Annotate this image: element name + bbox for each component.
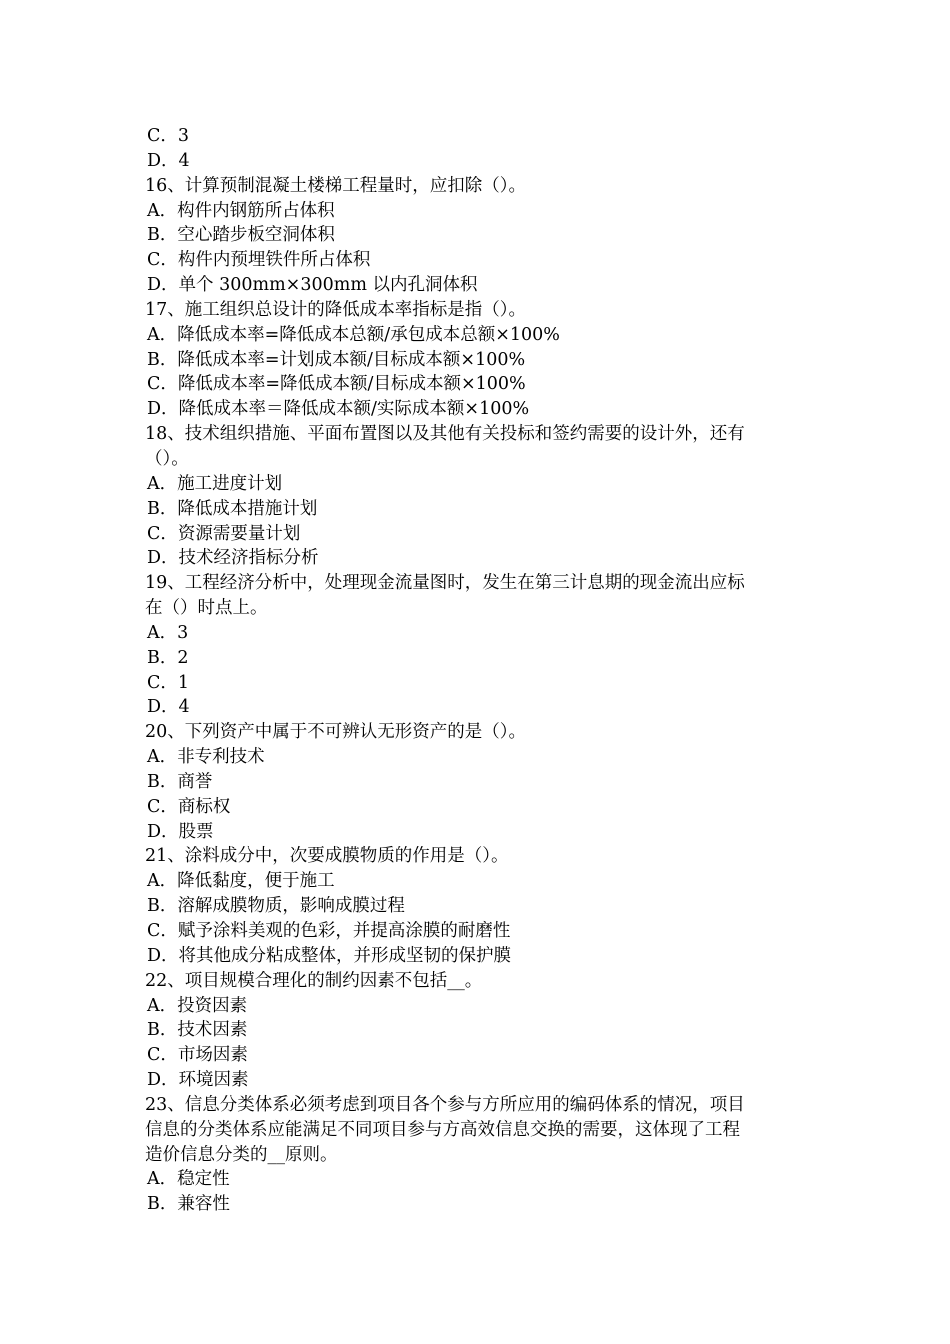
question-23: 23、信息分类体系必须考虑到项目各个参与方所应用的编码体系的情况，项目 bbox=[145, 1094, 745, 1115]
answer-option: D．股票 bbox=[147, 821, 214, 842]
answer-option: C．赋予涂料美观的色彩，并提高涂膜的耐磨性 bbox=[147, 921, 511, 941]
answer-option: A．施工进度计划 bbox=[147, 473, 283, 494]
answer-option: B．商誉 bbox=[147, 771, 213, 792]
question-16: 16、计算预制混凝土楼梯工程量时，应扣除（）。 bbox=[145, 175, 527, 196]
answer-option: A．非专利技术 bbox=[147, 747, 265, 768]
question-23-continued: 信息的分类体系应能满足不同项目参与方高效信息交换的需要，这体现了工程 bbox=[145, 1119, 740, 1140]
question-22: 22、项目规模合理化的制约因素不包括__。 bbox=[145, 970, 483, 991]
answer-option: C．构件内预埋铁件所占体积 bbox=[147, 250, 371, 271]
answer-option: A．稳定性 bbox=[147, 1169, 230, 1190]
question-21: 21、涂料成分中，次要成膜物质的作用是（）。 bbox=[145, 846, 509, 867]
answer-option: D．4 bbox=[147, 697, 190, 718]
answer-option: D．降低成本率＝降低成本额/实际成本额×100% bbox=[147, 399, 530, 420]
answer-option: D．4 bbox=[147, 150, 190, 171]
answer-option: C．商标权 bbox=[147, 796, 231, 817]
answer-option: C．1 bbox=[147, 672, 190, 693]
answer-option: A．投资因素 bbox=[147, 995, 248, 1016]
answer-option: D．单个 300mm×300mm 以内孔洞体积 bbox=[147, 275, 478, 296]
answer-option: A．构件内钢筋所占体积 bbox=[147, 200, 335, 221]
document-body bbox=[145, 124, 813, 1217]
answer-option: C．资源需要量计划 bbox=[147, 523, 301, 544]
answer-option: C．市场因素 bbox=[147, 1045, 248, 1066]
question-18-continued: （）。 bbox=[145, 448, 189, 469]
question-20: 20、下列资产中属于不可辨认无形资产的是（）。 bbox=[145, 722, 527, 743]
answer-option: B．兼容性 bbox=[147, 1194, 230, 1215]
answer-option: A．3 bbox=[147, 622, 189, 643]
question-18: 18、技术组织措施、平面布置图以及其他有关投标和签约需要的设计外，还有 bbox=[145, 424, 745, 445]
question-19: 19、工程经济分析中，处理现金流量图时，发生在第三计息期的现金流出应标 bbox=[145, 573, 745, 594]
question-19-continued: 在（）时点上。 bbox=[145, 598, 268, 619]
answer-option: D．环境因素 bbox=[147, 1070, 249, 1091]
question-23-continued: 造价信息分类的__原则。 bbox=[145, 1144, 338, 1165]
answer-option: A．降低成本率=降低成本总额/承包成本总额×100% bbox=[147, 324, 560, 345]
answer-option: B．降低成本率=计划成本额/目标成本额×100% bbox=[147, 349, 526, 370]
answer-option: B．降低成本措施计划 bbox=[147, 498, 318, 519]
answer-option: B．溶解成膜物质，影响成膜过程 bbox=[147, 896, 405, 917]
answer-option: B．技术因素 bbox=[147, 1020, 248, 1041]
answer-option: C．3 bbox=[147, 126, 190, 146]
answer-option: A．降低黏度，便于施工 bbox=[147, 871, 335, 892]
answer-option: B．空心踏步板空洞体积 bbox=[147, 225, 335, 246]
question-17: 17、施工组织总设计的降低成本率指标是指（）。 bbox=[145, 299, 527, 320]
answer-option: B．2 bbox=[147, 647, 189, 668]
answer-option: C．降低成本率=降低成本额/目标成本额×100% bbox=[147, 374, 526, 395]
answer-option: D．将其他成分粘成整体，并形成坚韧的保护膜 bbox=[147, 945, 512, 966]
answer-option: D．技术经济指标分析 bbox=[147, 548, 319, 569]
